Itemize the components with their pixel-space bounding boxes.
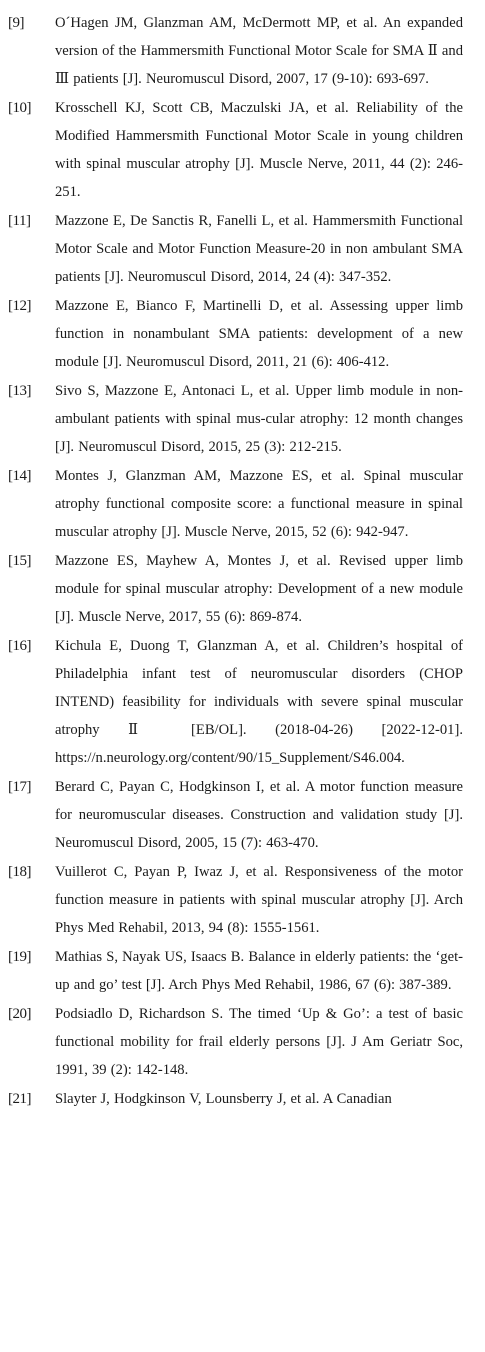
reference-number: [16] [8, 638, 31, 654]
reference-list [0, 9, 485, 1114]
reference-text: Mazzone E, Bianco F, Martinelli D, et al. Assessing upper limb function in nonambulant SMA patients: development of a new module [J]. Neuromuscul Disord, 2011, 21 (6): 406-412. [55, 298, 463, 370]
reference-number: [10] [8, 100, 31, 116]
reference-text: Podsiadlo D, Richardson S. The timed ‘Up & Go’: a test of basic functional mobility for frail elderly persons [J]. J Am Geriatr Soc, 1991, 39 (2): 142-148. [55, 1006, 463, 1078]
reference-number: [19] [8, 949, 31, 965]
reference-text: Slayter J, Hodgkinson V, Lounsberry J, et al. A Canadian [55, 1091, 392, 1107]
reference-text: Krosschell KJ, Scott CB, Maczulski JA, et al. Reliability of the Modified Hammersmith Functional Motor Scale in young children with spinal muscular atrophy [J]. Muscle Nerve, 2011, 44 (2): 246-251. [55, 100, 463, 200]
reference-text: Montes J, Glanzman AM, Mazzone ES, et al. Spinal muscular atrophy functional composite score: a functional measure in spinal muscular atrophy [J]. Muscle Nerve, 2015, 52 (6): 942-947. [55, 468, 463, 540]
reference-number: [17] [8, 779, 31, 795]
reference-text: Berard C, Payan C, Hodgkinson I, et al. A motor function measure for neuromuscular diseases. Construction and validation study [J]. Neuromuscul Disord, 2005, 15 (7): 463-470. [55, 779, 463, 851]
reference-number: [18] [8, 864, 31, 880]
reference-item [0, 858, 485, 942]
reference-item [0, 292, 485, 376]
reference-item [0, 773, 485, 857]
reference-text: Mazzone E, De Sanctis R, Fanelli L, et al. Hammersmith Functional Motor Scale and Motor Function Measure-20 in non ambulant SMA patients [J]. Neuromuscul Disord, 2014, 24 (4): 347-352. [55, 213, 463, 285]
reference-text: Vuillerot C, Payan P, Iwaz J, et al. Responsiveness of the motor function measure in patients with spinal muscular atrophy [J]. Arch Phys Med Rehabil, 2013, 94 (8): 1555-1561. [55, 864, 463, 936]
reference-item [0, 377, 485, 461]
reference-number: [20] [8, 1006, 31, 1022]
reference-number: [9] [8, 15, 24, 31]
reference-number: [14] [8, 468, 31, 484]
reference-number: [12] [8, 298, 31, 314]
reference-item [0, 462, 485, 546]
reference-text: O´Hagen JM, Glanzman AM, McDermott MP, et al. An expanded version of the Hammersmith Functional Motor Scale for SMA Ⅱ and Ⅲ patients [J]. Neuromuscul Disord, 2007, 17 (9-10): 693-697. [55, 15, 463, 87]
reference-number: [15] [8, 553, 31, 569]
reference-number: [21] [8, 1091, 31, 1107]
reference-item [0, 943, 485, 999]
reference-item [0, 547, 485, 631]
reference-text: Mazzone ES, Mayhew A, Montes J, et al. Revised upper limb module for spinal muscular atrophy: Development of a new module [J]. Muscle Nerve, 2017, 55 (6): 869-874. [55, 553, 463, 625]
reference-item [0, 9, 485, 93]
reference-item [0, 207, 485, 291]
reference-item [0, 94, 485, 206]
reference-item [0, 632, 485, 772]
reference-number: [13] [8, 383, 31, 399]
reference-text: Kichula E, Duong T, Glanzman A, et al. Children’s hospital of Philadelphia infant test of neuromuscular disorders (CHOP INTEND) feasibility for individuals with severe spinal muscular atrophy Ⅱ [EB/OL]. (2018-04-26) [2022-12-01]. https://n.neurology.org/content/90/15_Supplement/S46.004. [55, 638, 463, 766]
reference-text: Sivo S, Mazzone E, Antonaci L, et al. Upper limb module in non-ambulant patients with spinal mus-cular atrophy: 12 month changes [J]. Neuromuscul Disord, 2015, 25 (3): 212-215. [55, 383, 463, 455]
reference-item [0, 1085, 485, 1113]
reference-item [0, 1000, 485, 1084]
reference-number: [11] [8, 213, 31, 229]
reference-text: Mathias S, Nayak US, Isaacs B. Balance in elderly patients: the ‘get-up and go’ test [J]. Arch Phys Med Rehabil, 1986, 67 (6): 387-389. [55, 949, 463, 993]
